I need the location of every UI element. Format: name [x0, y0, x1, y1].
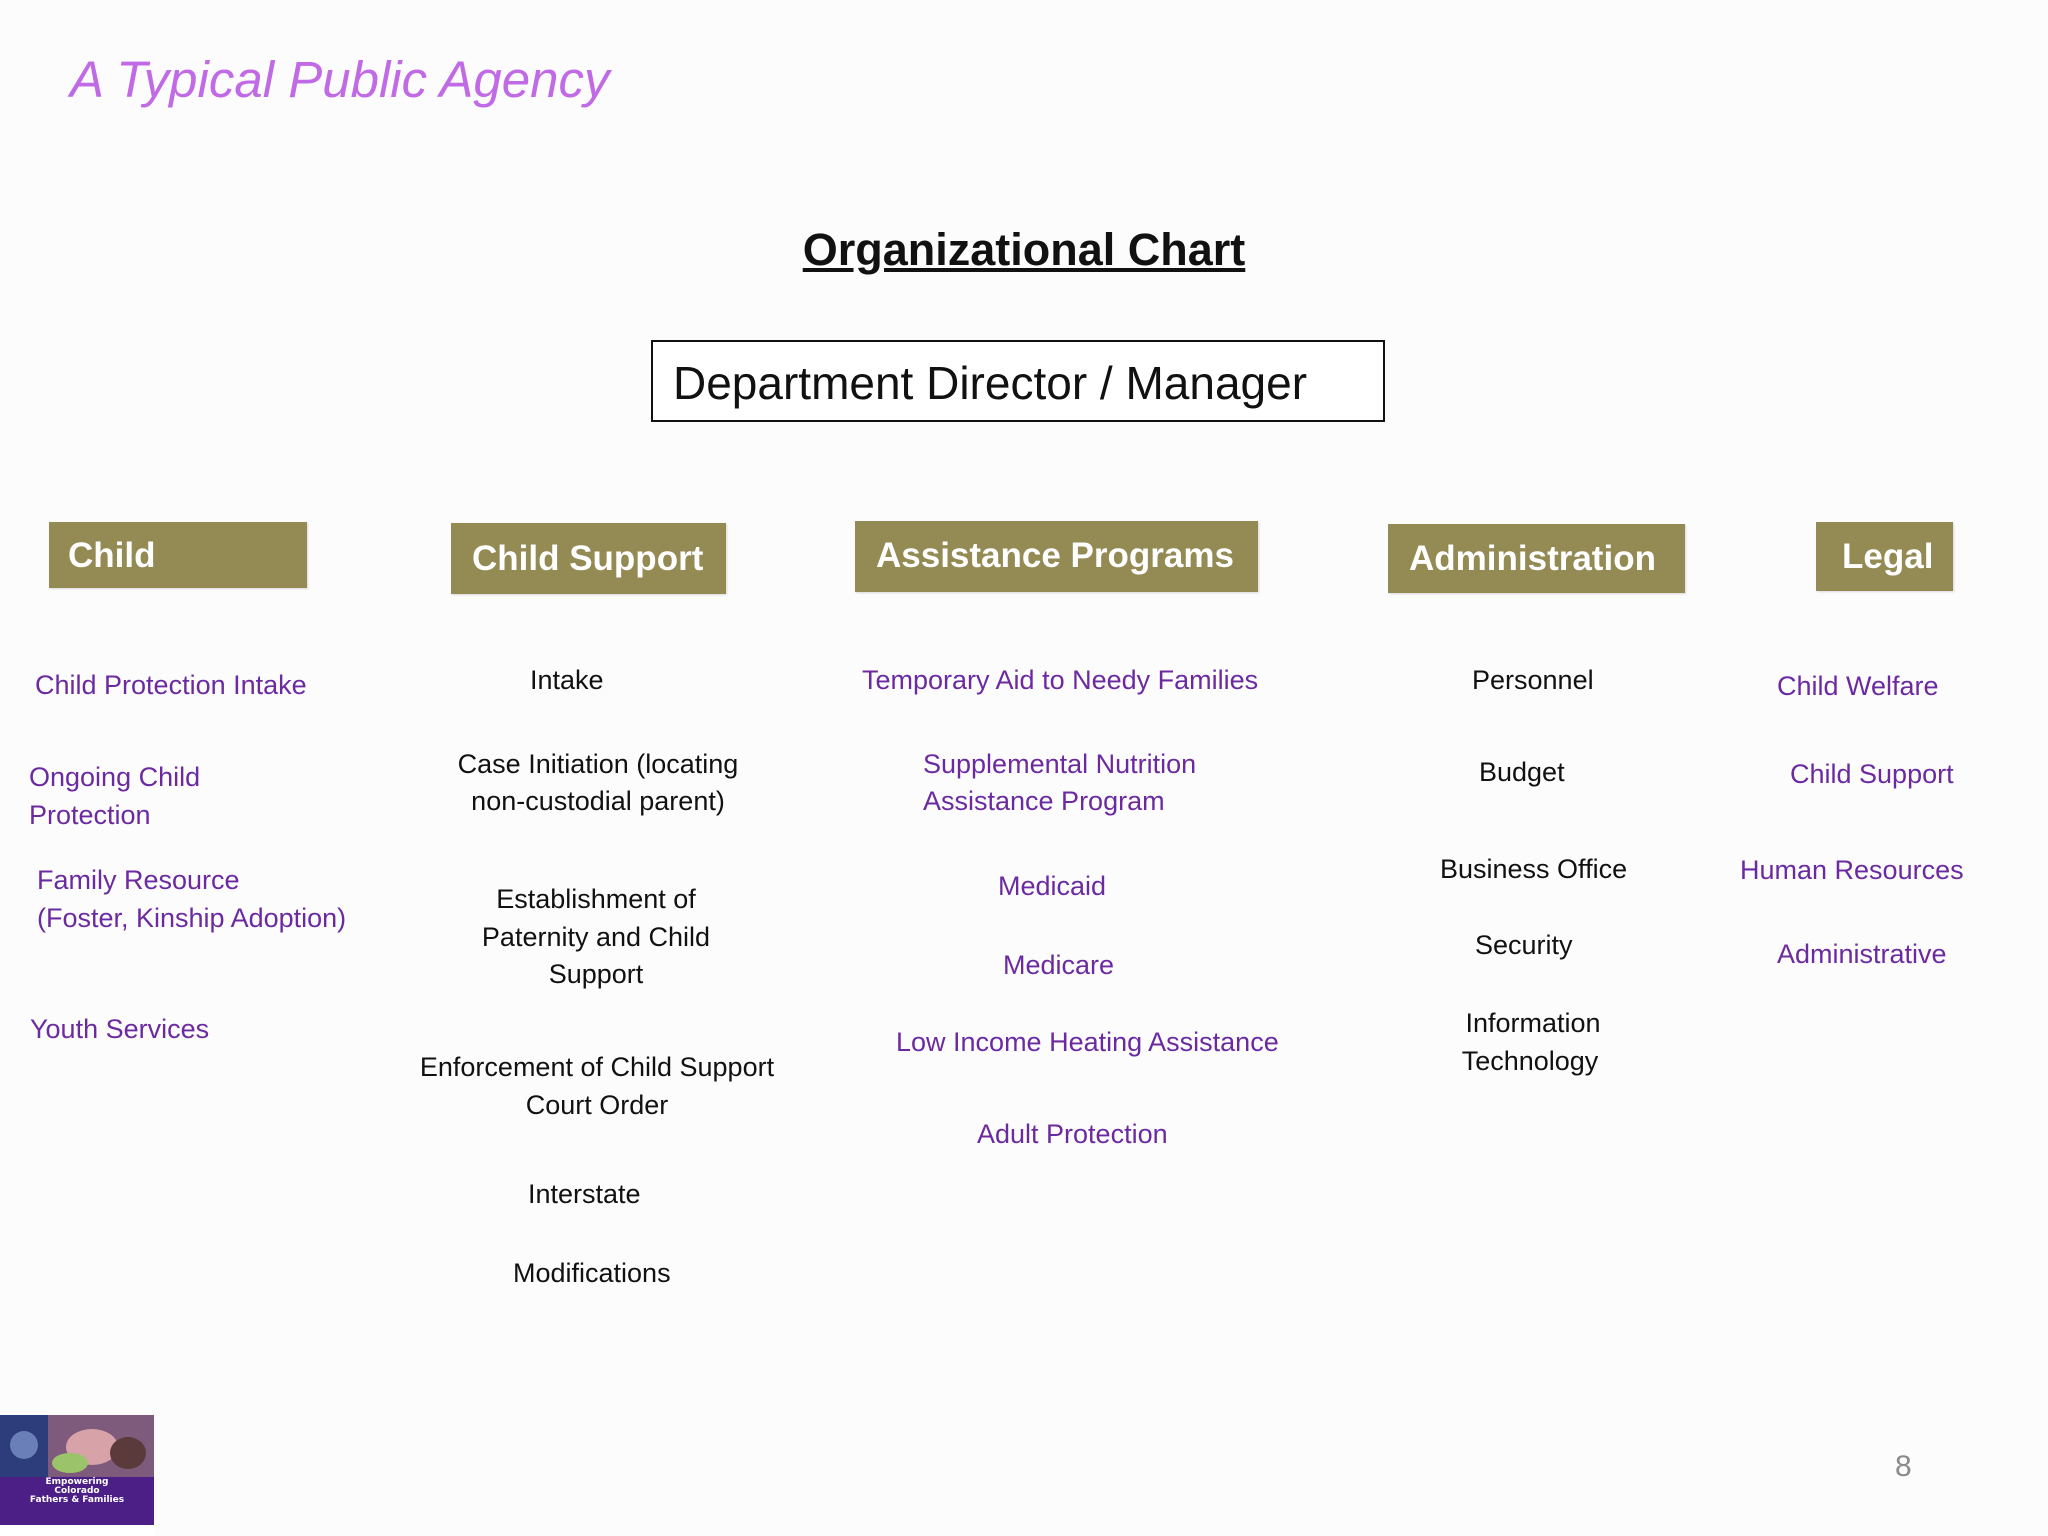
list-item: Administrative	[1777, 939, 1947, 969]
logo-line-1: Empowering	[45, 1477, 109, 1487]
list-item: Interstate	[528, 1179, 641, 1209]
slide-title: A Typical Public Agency	[70, 51, 610, 108]
list-item: Technology	[1461, 1046, 1599, 1076]
list-item: Human Resources	[1740, 855, 1964, 885]
list-item: Ongoing Child	[29, 762, 201, 792]
list-item: Information	[1465, 1008, 1601, 1038]
list-item: Assistance Program	[923, 786, 1165, 816]
dept-header-child-support-label: Child Support	[472, 539, 704, 578]
dept-header-administration-label: Administration	[1409, 539, 1656, 578]
list-item: Establishment of	[496, 884, 696, 914]
list-item: Low Income Heating Assistance	[896, 1027, 1279, 1057]
list-item: Protection	[29, 800, 151, 830]
list-item: Paternity and Child	[481, 922, 711, 952]
dept-header-child	[49, 522, 307, 588]
list-item: Supplemental Nutrition	[923, 749, 1197, 779]
list-item: Budget	[1479, 757, 1565, 787]
list-item: Medicare	[1003, 950, 1115, 980]
logo	[0, 1415, 154, 1536]
list-item: Adult Protection	[977, 1119, 1168, 1149]
list-item: non-custodial parent)	[471, 786, 725, 816]
list-item: Enforcement of Child Support	[419, 1052, 775, 1082]
list-item: Medicaid	[998, 871, 1107, 901]
dept-header-assistance-label: Assistance Programs	[876, 536, 1234, 575]
dept-header-assistance	[855, 521, 1258, 592]
list-item: Court Order	[525, 1090, 669, 1120]
list-item: Temporary Aid to Needy Families	[862, 665, 1259, 695]
list-item: Child Protection Intake	[35, 670, 307, 700]
director-box: Department Director / Manager	[651, 340, 1385, 422]
list-item: Modifications	[513, 1258, 671, 1288]
list-item: Intake	[530, 665, 604, 695]
list-item: Family Resource	[37, 865, 240, 895]
chart-title-text: Organizational Chart	[802, 224, 1246, 275]
logo-line-3: Fathers & Families	[29, 1495, 125, 1505]
list-item: Support	[548, 959, 644, 989]
dept-header-legal	[1816, 522, 1953, 591]
list-item: Youth Services	[30, 1014, 210, 1044]
list-item: Case Initiation (locating	[457, 749, 739, 779]
list-item: Security	[1475, 930, 1573, 960]
chart-title	[0, 224, 2048, 276]
dept-header-child-label: Child	[68, 536, 156, 575]
list-item: Child Support	[1790, 759, 1954, 789]
logo-photo-icon	[0, 1415, 154, 1477]
page-number: 8	[1895, 1450, 1912, 1483]
list-item: Business Office	[1440, 854, 1628, 884]
dept-header-administration	[1388, 524, 1685, 593]
list-item: Personnel	[1472, 665, 1594, 695]
logo-line-2: Colorado	[54, 1486, 100, 1496]
dept-header-legal-label: Legal	[1842, 537, 1934, 576]
list-item: (Foster, Kinship Adoption)	[37, 903, 347, 933]
list-item: Child Welfare	[1777, 671, 1939, 701]
logo-text	[0, 1478, 154, 1505]
logo-strip	[0, 1525, 154, 1536]
dept-header-child-support	[451, 523, 726, 594]
